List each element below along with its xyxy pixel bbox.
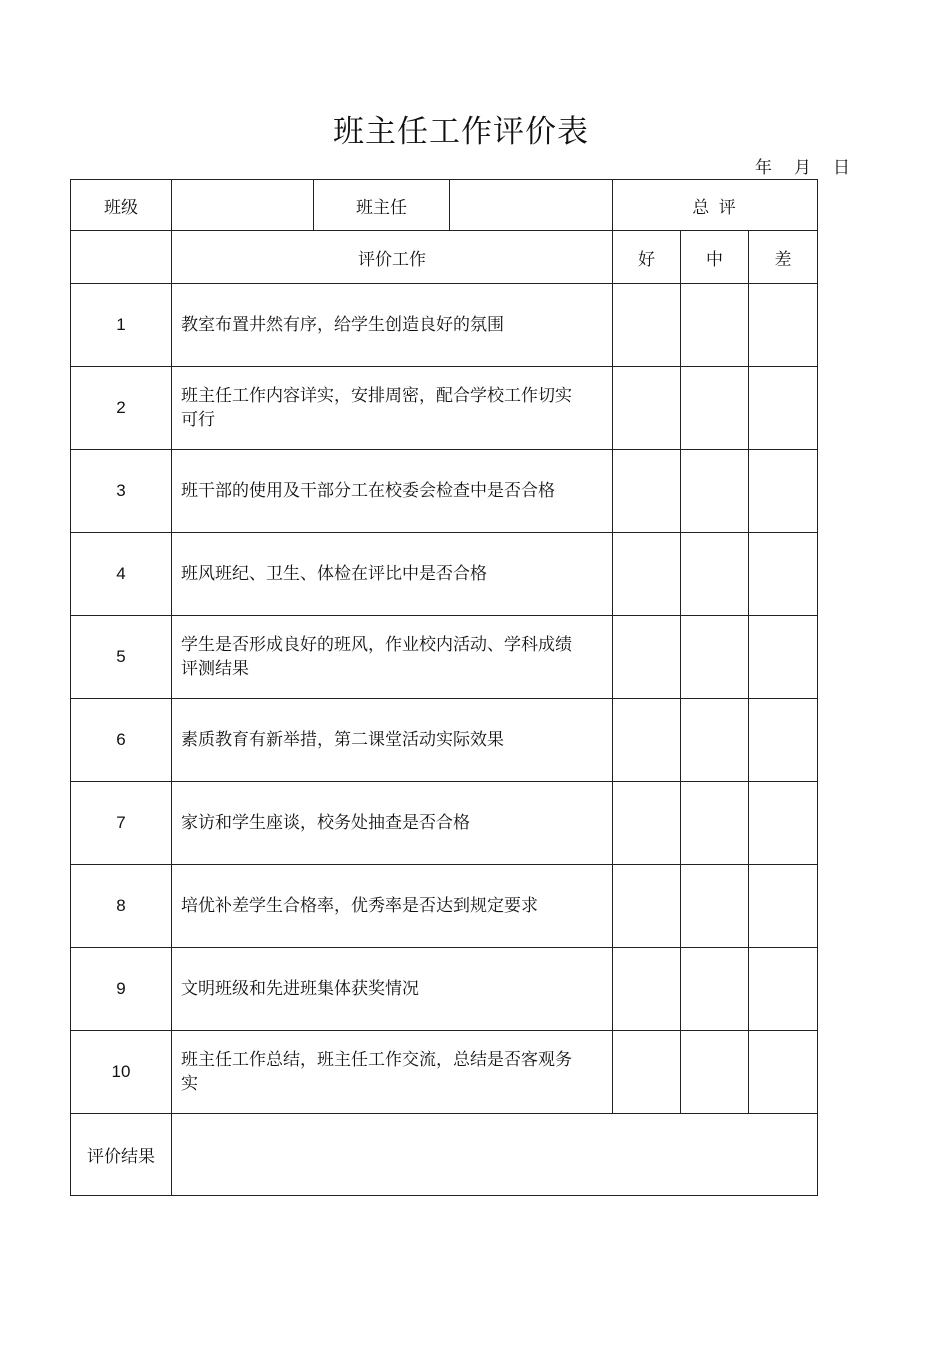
item-criterion: 班风班纪、卫生、体检在评比中是否合格 (172, 533, 613, 616)
item-number: 9 (71, 948, 172, 1031)
rating-good-cell[interactable] (613, 616, 681, 699)
rating-good-cell[interactable] (613, 948, 681, 1031)
rating-good-cell[interactable] (613, 533, 681, 616)
result-value-cell[interactable] (172, 1114, 818, 1196)
item-criterion: 家访和学生座谈，校务处抽查是否合格 (172, 782, 613, 865)
item-criterion: 文明班级和先进班集体获奖情况 (172, 948, 613, 1031)
item-number: 1 (71, 284, 172, 367)
item-number: 10 (71, 1031, 172, 1114)
poor-header: 差 (749, 231, 818, 284)
item-number: 7 (71, 782, 172, 865)
rating-medium-cell[interactable] (681, 616, 749, 699)
date-year-label: 年 (755, 158, 772, 178)
teacher-value-cell[interactable] (450, 180, 613, 231)
work-header: 评价工作 (172, 231, 613, 284)
result-row (71, 1114, 818, 1196)
item-number: 3 (71, 450, 172, 533)
rating-poor-cell[interactable] (749, 616, 818, 699)
rating-medium-cell[interactable] (681, 1031, 749, 1114)
rating-medium-cell[interactable] (681, 284, 749, 367)
rating-medium-cell[interactable] (681, 533, 749, 616)
medium-header: 中 (681, 231, 749, 284)
date-month-label: 月 (794, 158, 811, 178)
rating-medium-cell[interactable] (681, 367, 749, 450)
number-header-cell (71, 231, 172, 284)
rating-poor-cell[interactable] (749, 699, 818, 782)
rating-poor-cell[interactable] (749, 948, 818, 1031)
item-number: 5 (71, 616, 172, 699)
overall-label-text: 总 评 (692, 197, 738, 218)
item-criterion: 班主任工作内容详实，安排周密，配合学校工作切实可行 (172, 367, 613, 450)
table-row (71, 284, 818, 367)
item-number: 6 (71, 699, 172, 782)
item-criterion: 素质教育有新举措，第二课堂活动实际效果 (172, 699, 613, 782)
table-row (71, 865, 818, 948)
teacher-label: 班主任 (314, 180, 450, 231)
rating-good-cell[interactable] (613, 865, 681, 948)
rating-poor-cell[interactable] (749, 533, 818, 616)
table-row (71, 616, 818, 699)
rating-good-cell[interactable] (613, 1031, 681, 1114)
subheader-row (71, 231, 818, 284)
table-row (71, 450, 818, 533)
date-day-label: 日 (833, 158, 850, 178)
item-criterion: 培优补差学生合格率，优秀率是否达到规定要求 (172, 865, 613, 948)
rating-medium-cell[interactable] (681, 948, 749, 1031)
table-row (71, 533, 818, 616)
item-rows (71, 284, 818, 1114)
item-criterion: 学生是否形成良好的班风，作业校内活动、学科成绩评测结果 (172, 616, 613, 699)
result-label: 评价结果 (71, 1114, 172, 1196)
item-criterion: 班主任工作总结，班主任工作交流，总结是否客观务实 (172, 1031, 613, 1114)
table-row (71, 1031, 818, 1114)
rating-good-cell[interactable] (613, 367, 681, 450)
item-number: 8 (71, 865, 172, 948)
overall-label (613, 180, 818, 231)
table-row (71, 782, 818, 865)
rating-poor-cell[interactable] (749, 1031, 818, 1114)
rating-medium-cell[interactable] (681, 782, 749, 865)
table-row (71, 367, 818, 450)
rating-poor-cell[interactable] (749, 367, 818, 450)
header-row (71, 180, 818, 231)
table-row (71, 699, 818, 782)
class-value-cell[interactable] (172, 180, 314, 231)
item-number: 4 (71, 533, 172, 616)
rating-medium-cell[interactable] (681, 450, 749, 533)
item-criterion: 班干部的使用及干部分工在校委会检查中是否合格 (172, 450, 613, 533)
item-number: 2 (71, 367, 172, 450)
table-row (71, 948, 818, 1031)
good-header: 好 (613, 231, 681, 284)
rating-medium-cell[interactable] (681, 699, 749, 782)
evaluation-table (70, 179, 818, 1196)
rating-good-cell[interactable] (613, 284, 681, 367)
item-criterion: 教室布置井然有序，给学生创造良好的氛围 (172, 284, 613, 367)
rating-good-cell[interactable] (613, 699, 681, 782)
date-line (755, 153, 850, 178)
rating-poor-cell[interactable] (749, 865, 818, 948)
rating-poor-cell[interactable] (749, 450, 818, 533)
class-label: 班级 (71, 180, 172, 231)
page-title: 班主任工作评价表 (333, 114, 589, 150)
rating-poor-cell[interactable] (749, 284, 818, 367)
rating-good-cell[interactable] (613, 782, 681, 865)
rating-medium-cell[interactable] (681, 865, 749, 948)
rating-good-cell[interactable] (613, 450, 681, 533)
rating-poor-cell[interactable] (749, 782, 818, 865)
